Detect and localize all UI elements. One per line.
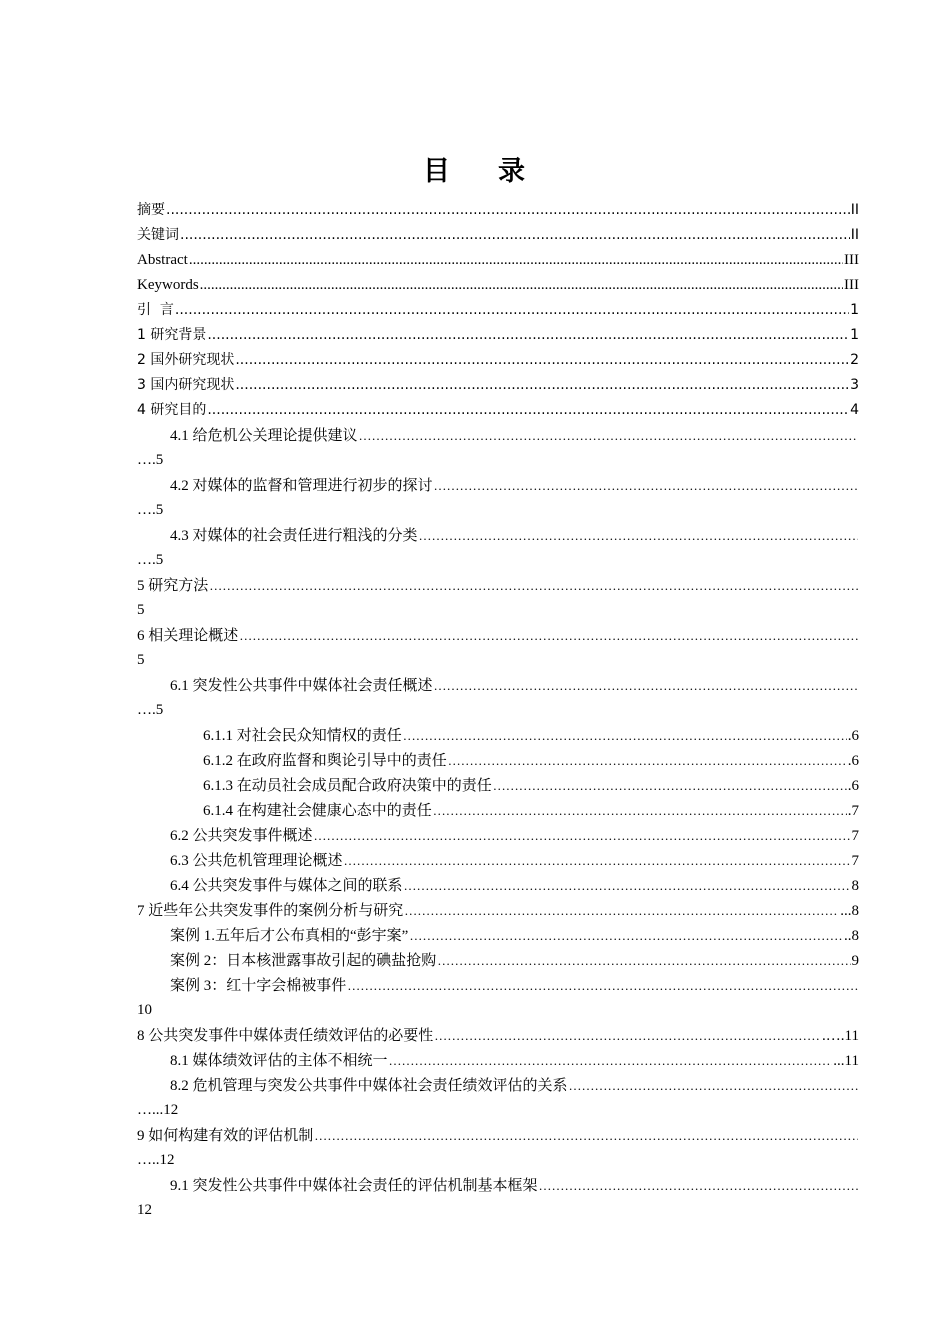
toc-page-number: ...11 bbox=[833, 1053, 859, 1069]
toc-page-number: ..8 bbox=[844, 928, 859, 944]
ellipsis-leader bbox=[359, 423, 858, 448]
dot-leader bbox=[175, 298, 849, 323]
toc-label: 9 如何构建有效的评估机制 bbox=[137, 1128, 314, 1144]
toc-label: 2 国外研究现状 bbox=[137, 352, 235, 368]
toc-entry-4-3[interactable] bbox=[137, 523, 859, 548]
toc-page-number: 3 bbox=[850, 377, 859, 393]
toc-page-number: III bbox=[844, 252, 859, 268]
toc-entry-6-4[interactable] bbox=[137, 873, 859, 898]
dot-leader bbox=[235, 373, 849, 398]
toc-label: 6.3 公共危机管理理论概述 bbox=[170, 853, 343, 869]
toc-entry-abstract-cn[interactable] bbox=[137, 198, 859, 223]
toc-page-number: 7 bbox=[851, 828, 859, 844]
toc-page-number: .….11 bbox=[822, 1028, 859, 1044]
toc-label: 3 国内研究现状 bbox=[137, 377, 235, 393]
toc-entry-case-1[interactable] bbox=[137, 923, 859, 948]
toc-label: 4.1 给危机公关理论提供建议 bbox=[170, 428, 358, 444]
toc-continuation: 5 bbox=[137, 652, 145, 668]
ellipsis-leader bbox=[434, 1023, 821, 1048]
toc-label: 4.2 对媒体的监督和管理进行初步的探讨 bbox=[170, 478, 433, 494]
ellipsis-leader bbox=[239, 623, 858, 648]
toc-label: 5 研究方法 bbox=[137, 578, 209, 594]
toc-continuation: …...12 bbox=[137, 1102, 179, 1118]
dot-leader bbox=[189, 248, 843, 273]
toc-entry-2[interactable] bbox=[137, 348, 859, 373]
toc-entry-keywords-cn[interactable] bbox=[137, 223, 859, 248]
page-title bbox=[0, 152, 950, 192]
dot-leader bbox=[166, 198, 850, 223]
toc-entry-5[interactable] bbox=[137, 573, 859, 598]
toc-label: 1 研究背景 bbox=[137, 327, 207, 343]
toc-entry-9-1[interactable] bbox=[137, 1173, 859, 1198]
toc-label: 6.1.4 在构建社会健康心态中的责任 bbox=[203, 803, 432, 819]
toc-page-number: 4 bbox=[850, 402, 859, 418]
dot-leader bbox=[207, 398, 849, 423]
toc-entry-6-1[interactable] bbox=[137, 673, 859, 698]
ellipsis-leader bbox=[493, 773, 847, 798]
toc-entry-8-2[interactable] bbox=[137, 1073, 859, 1098]
ellipsis-leader bbox=[314, 823, 851, 848]
ellipsis-leader bbox=[314, 1123, 858, 1148]
toc-label: 6.1.2 在政府监督和舆论引导中的责任 bbox=[203, 753, 447, 769]
ellipsis-leader bbox=[433, 798, 847, 823]
toc-label: 案例 2：日本核泄露事故引起的碘盐抢购 bbox=[170, 953, 437, 969]
toc-label: 引 言 bbox=[137, 302, 174, 318]
dot-leader bbox=[235, 348, 849, 373]
dot-leader bbox=[200, 273, 843, 298]
toc-entry-6-3[interactable] bbox=[137, 848, 859, 873]
toc-entry-9[interactable] bbox=[137, 1123, 859, 1148]
ellipsis-leader bbox=[347, 973, 858, 998]
toc-continuation: 12 bbox=[137, 1202, 152, 1218]
toc-page-number: 1 bbox=[850, 327, 859, 343]
ellipsis-leader bbox=[437, 948, 850, 973]
toc-entry-4[interactable] bbox=[137, 398, 859, 423]
ellipsis-leader bbox=[434, 673, 858, 698]
toc-entry-8-1[interactable] bbox=[137, 1048, 859, 1073]
toc-page-number: 9 bbox=[851, 953, 859, 969]
toc-continuation: ….5 bbox=[137, 702, 164, 718]
toc-label: Abstract bbox=[137, 252, 188, 268]
toc-page-number: ...8 bbox=[840, 903, 859, 919]
toc-entry-4-2[interactable] bbox=[137, 473, 859, 498]
toc-continuation: ….5 bbox=[137, 502, 164, 518]
toc-continuation: ….5 bbox=[137, 452, 164, 468]
toc-entry-4-1[interactable] bbox=[137, 423, 859, 448]
toc-label: Keywords bbox=[137, 277, 199, 293]
toc-label: 4 研究目的 bbox=[137, 402, 207, 418]
toc-label: 6.4 公共突发事件与媒体之间的联系 bbox=[170, 878, 403, 894]
toc-label: 7 近些年公共突发事件的案例分析与研究 bbox=[137, 903, 404, 919]
toc-entry-6-1-4[interactable] bbox=[137, 798, 859, 823]
ellipsis-leader bbox=[569, 1073, 858, 1098]
toc-entry-case-3[interactable] bbox=[137, 973, 859, 998]
toc-page-number: 8 bbox=[851, 878, 859, 894]
toc-label: 6.1.3 在动员社会成员配合政府决策中的责任 bbox=[203, 778, 492, 794]
toc-label: 8.2 危机管理与突发公共事件中媒体社会责任绩效评估的关系 bbox=[170, 1078, 568, 1094]
toc-page-number: II bbox=[850, 227, 859, 243]
ellipsis-leader bbox=[409, 923, 843, 948]
ellipsis-leader bbox=[389, 1048, 833, 1073]
toc-page-number: III bbox=[844, 277, 859, 293]
toc-entry-keywords[interactable] bbox=[137, 273, 859, 298]
toc-entry-introduction[interactable] bbox=[137, 298, 859, 323]
toc-continuation: 10 bbox=[137, 1002, 152, 1018]
toc-label: 案例 1.五年后才公布真相的“彭宇案” bbox=[170, 928, 409, 944]
title-char-2: 录 bbox=[498, 156, 527, 187]
toc-label: 6 相关理论概述 bbox=[137, 628, 239, 644]
ellipsis-leader bbox=[403, 723, 847, 748]
dot-leader bbox=[207, 323, 849, 348]
ellipsis-leader bbox=[539, 1173, 858, 1198]
toc-page-number: 2 bbox=[850, 352, 859, 368]
ellipsis-leader bbox=[448, 748, 847, 773]
ellipsis-leader bbox=[404, 873, 851, 898]
ellipsis-leader bbox=[209, 573, 858, 598]
toc-label: 8.1 媒体绩效评估的主体不相统一 bbox=[170, 1053, 388, 1069]
ellipsis-leader bbox=[434, 473, 858, 498]
ellipsis-leader bbox=[419, 523, 858, 548]
title-char-1: 目 bbox=[423, 156, 452, 187]
ellipsis-leader bbox=[344, 848, 851, 873]
table-of-contents bbox=[137, 198, 859, 1223]
toc-entry-abstract[interactable] bbox=[137, 248, 859, 273]
toc-entry-8[interactable] bbox=[137, 1023, 859, 1048]
toc-label: 4.3 对媒体的社会责任进行粗浅的分类 bbox=[170, 528, 418, 544]
toc-label: 6.1 突发性公共事件中媒体社会责任概述 bbox=[170, 678, 433, 694]
toc-entry-7[interactable] bbox=[137, 898, 859, 923]
toc-entry-6-1-1[interactable] bbox=[137, 723, 859, 748]
toc-entry-case-2[interactable] bbox=[137, 948, 859, 973]
toc-page-number: .7 bbox=[847, 803, 859, 819]
toc-label: 6.1.1 对社会民众知情权的责任 bbox=[203, 728, 402, 744]
toc-continuation: ….5 bbox=[137, 552, 164, 568]
toc-continuation: 5 bbox=[137, 602, 145, 618]
toc-entry-6-1-2[interactable] bbox=[137, 748, 859, 773]
toc-label: 摘要 bbox=[137, 202, 165, 218]
toc-entry-6[interactable] bbox=[137, 623, 859, 648]
toc-label: 9.1 突发性公共事件中媒体社会责任的评估机制基本框架 bbox=[170, 1178, 538, 1194]
toc-label: 6.2 公共突发事件概述 bbox=[170, 828, 313, 844]
toc-page-number: .6 bbox=[847, 753, 859, 769]
toc-page-number: .6 bbox=[847, 728, 859, 744]
toc-entry-3[interactable] bbox=[137, 373, 859, 398]
toc-entry-1[interactable] bbox=[137, 323, 859, 348]
toc-label: 案例 3：红十字会棉被事件 bbox=[170, 978, 347, 994]
toc-entry-6-1-3[interactable] bbox=[137, 773, 859, 798]
ellipsis-leader bbox=[404, 898, 839, 923]
toc-label: 8 公共突发事件中媒体责任绩效评估的必要性 bbox=[137, 1028, 434, 1044]
toc-continuation: …..12 bbox=[137, 1152, 175, 1168]
toc-page-number: II bbox=[850, 202, 859, 218]
toc-label: 关键词 bbox=[137, 227, 179, 243]
toc-page-number: 1 bbox=[850, 302, 859, 318]
toc-page-number: 7 bbox=[851, 853, 859, 869]
toc-entry-6-2[interactable] bbox=[137, 823, 859, 848]
toc-page-number: .6 bbox=[847, 778, 859, 794]
dot-leader bbox=[180, 223, 850, 248]
